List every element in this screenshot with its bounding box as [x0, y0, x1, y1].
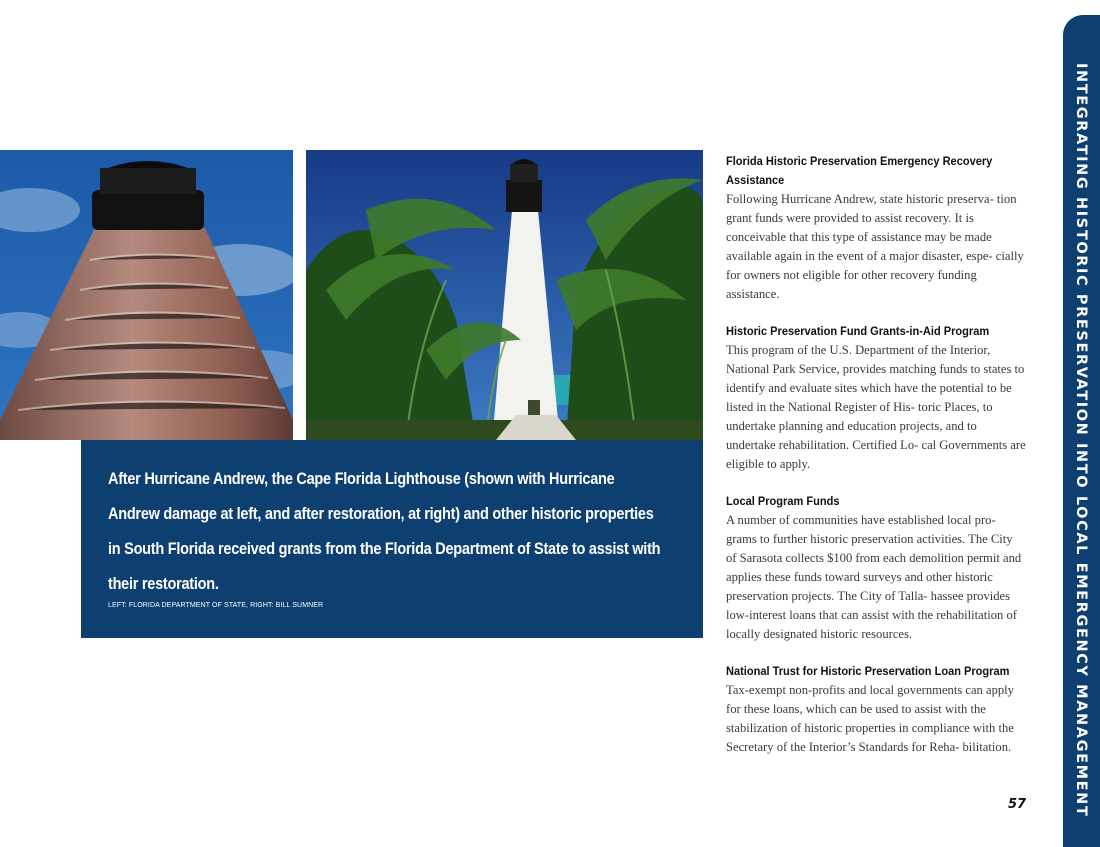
page-number: 57 — [1008, 797, 1027, 812]
section-heading: Historic Preservation Fund Grants-in-Aid Program — [726, 324, 990, 338]
restored-lighthouse-photo — [306, 150, 703, 440]
section-national-trust-loan — [726, 662, 1026, 757]
body-column — [726, 152, 1026, 775]
section-body: Following Hurricane Andrew, state historic preserva- tion grant funds were provided to assist recovery. It is conceivable that this type of assistance may be made available again in the event of a major disaster, espe- cially for owners not eligible for other recovery funding assistance. — [726, 192, 1024, 301]
section-emergency-recovery — [726, 152, 1026, 304]
photo-caption: After Hurricane Andrew, the Cape Florida Lighthouse (shown with Hurricane Andrew damage at left, and after restoration, at right) and other historic properties in South Florida received grants from the Florida Department of State to assist with their restoration. — [108, 470, 661, 593]
photo-caption-box — [81, 440, 703, 638]
section-body: A number of communities have established local pro- grams to further historic preservation activities. The City of Sarasota collects $100 from each demolition permit and applies these funds toward surveys and other historic preservation projects. The City of Talla- hassee provides low-interest loans that can assist with the rehabilitation of locally designated historic resources. — [726, 513, 1022, 641]
section-heading: National Trust for Historic Preservation Loan Program — [726, 664, 1010, 678]
photo-credit: LEFT: FLORIDA DEPARTMENT OF STATE, RIGHT: BILL SUMNER — [108, 602, 324, 609]
section-body: Tax-exempt non-profits and local governments can apply for these loans, which can be used to assist with the stabilization of historic properties in compliance with the Secretary of the Interior’s Standards for Reha- bilitation. — [726, 683, 1014, 754]
section-grants-in-aid — [726, 322, 1026, 474]
section-local-program-funds — [726, 492, 1026, 644]
chapter-title: INTEGRATING HISTORIC PRESERVATION INTO LOCAL EMERGENCY MANAGEMENT — [1073, 63, 1089, 818]
section-heading: Florida Historic Preservation Emergency Recovery Assistance — [726, 154, 993, 187]
damaged-lighthouse-photo — [0, 150, 293, 440]
section-body: This program of the U.S. Department of the Interior, National Park Service, provides matching funds to states to identify and evaluate sites which have the potential to be listed in the National Register of His- toric Places, to undertake planning and education projects, and to undertake rehabilitation. Certified Lo- cal Governments are eligible to apply. — [726, 343, 1026, 471]
chapter-side-tab — [1063, 15, 1100, 847]
section-heading: Local Program Funds — [726, 494, 840, 508]
